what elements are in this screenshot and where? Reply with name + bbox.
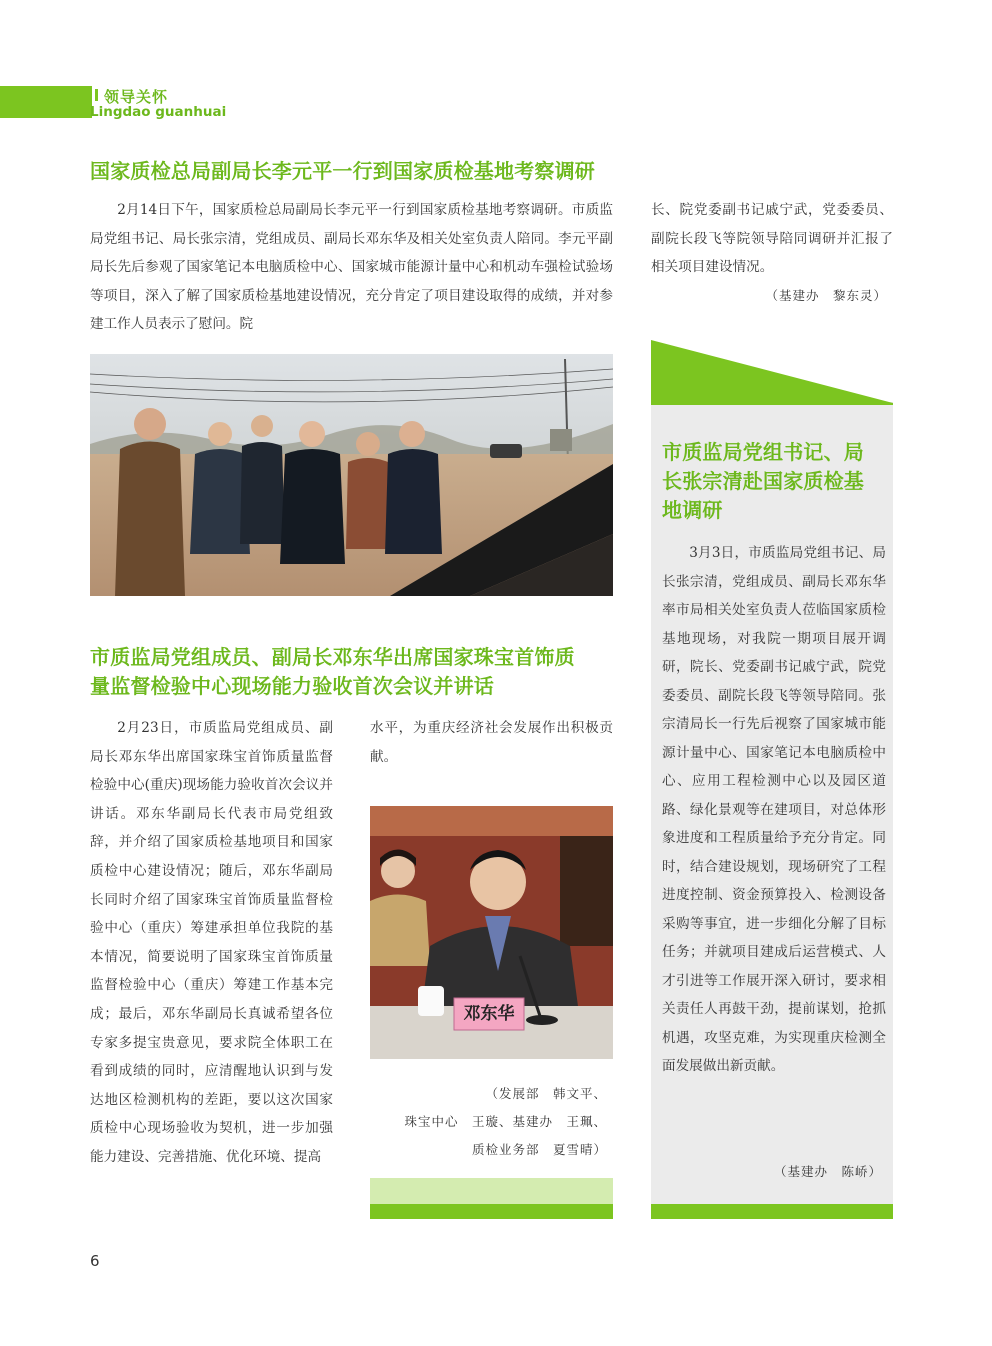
nameplate: 邓东华 bbox=[463, 1004, 515, 1024]
article2-body-left: 2月23日，市质监局党组成员、副局长邓东华出席国家珠宝首饰质量监督检验中心(重庆)现场能力验收首次会议并讲话。邓东华副局长代表市局党组致辞，并介绍了国家质检基地项目和国家质检中心建设情况；随后，邓东华副局长同时介绍了国家珠宝首饰质量监督检验中心（重庆）筹建承担单位我院的基本情况，简要说明了国家珠宝首饰质量监督检验中心（重庆）筹建工作基本完成；最后，邓东华副局长真诚希望各位专家多提宝贵意见，要求院全体职工在看到成绩的同时，应清醒地认识到与发达地区检测机构的差距，要以这次国家质检中心现场验收为契机，进一步加强能力建设、完善措施、优化环境、提高 bbox=[90, 720, 333, 1165]
article2-credit-line3: 质检业务部 夏雪晴） bbox=[471, 1142, 607, 1157]
sidebar-bottom-bar bbox=[651, 1204, 893, 1219]
construction-site-illustration bbox=[90, 354, 613, 596]
inspection-site-photo bbox=[90, 354, 613, 596]
article2-headline-line2: 量监督检验中心现场能力验收首次会议并讲话 bbox=[90, 674, 494, 698]
decorative-block-light bbox=[370, 1178, 613, 1204]
page-number: 6 bbox=[90, 1252, 100, 1270]
sidebar-headline-line3: 地调研 bbox=[662, 498, 723, 522]
article1-headline: 国家质检总局副局长李元平一行到国家质检基地考察调研 bbox=[90, 159, 595, 183]
speaker-photo bbox=[370, 806, 613, 1059]
article1-credit: （基建办 黎东灵） bbox=[765, 288, 887, 303]
section-tick-mark bbox=[95, 89, 98, 101]
article1-body-right: 长、院党委副书记戚宁武，党委委员、副院长段飞等院领导陪同调研并汇报了相关项目建设情况。 bbox=[651, 202, 893, 276]
article2-credit-line2: 珠宝中心 王璇、基建办 王珮、 bbox=[404, 1114, 607, 1129]
decorative-block-dark bbox=[370, 1204, 613, 1219]
sidebar-body: 3月3日，市质监局党组书记、局长张宗清，党组成员、副局长邓东华率市局相关处室负责人莅临国家质检基地现场，对我院一期项目展开调研，院长、党委副书记戚宁武，院党委委员、副院长段飞等领导陪同。张宗清局长一行先后视察了国家城市能源计量中心、国家笔记本电脑质检中心、应用工程检测中心以及园区道路、绿化景观等在建项目，对总体形象进度和工程质量给予充分肯定。同时，结合建设规划，现场研究了工程进度控制、资金预算投入、检测设备采购等事宜，进一步细化分解了目标任务；并就项目建成后运营模式、人才引进等工作展开深入研讨，要求相关责任人再鼓干劲，提前谋划，抢抓机遇，攻坚克难，为实现重庆检测全面发展做出新贡献。 bbox=[662, 545, 886, 1074]
article2-credit-line1: （发展部 韩文平、 bbox=[485, 1086, 607, 1101]
sidebar-headline-line2: 长张宗清赴国家质检基 bbox=[662, 469, 864, 493]
sidebar-green-wedge bbox=[651, 340, 893, 405]
sidebar-headline-line1: 市质监局党组书记、局 bbox=[662, 440, 864, 464]
section-title-cn: 领导关怀 bbox=[104, 88, 169, 106]
section-color-bar bbox=[0, 86, 92, 118]
article2-headline-line1: 市质监局党组成员、副局长邓东华出席国家珠宝首饰质 bbox=[90, 645, 575, 669]
sidebar-credit: （基建办 陈峤） bbox=[773, 1164, 882, 1179]
article2-body-right: 水平，为重庆经济社会发展作出积极贡献。 bbox=[370, 720, 613, 765]
article1-body-left: 2月14日下午，国家质检总局副局长李元平一行到国家质检基地考察调研。市质监局党组书记、局长张宗清，党组成员、副局长邓东华及相关处室负责人陪同。李元平副局长先后参观了国家笔记本电脑质检中心、国家城市能源计量中心和机动车强检试验场等项目，深入了解了国家质检基地建设情况，充分肯定了项目建设取得的成绩，并对参建工作人员表示了慰问。院 bbox=[90, 202, 613, 333]
section-title-en: Lingdao guanhuai bbox=[90, 104, 227, 120]
